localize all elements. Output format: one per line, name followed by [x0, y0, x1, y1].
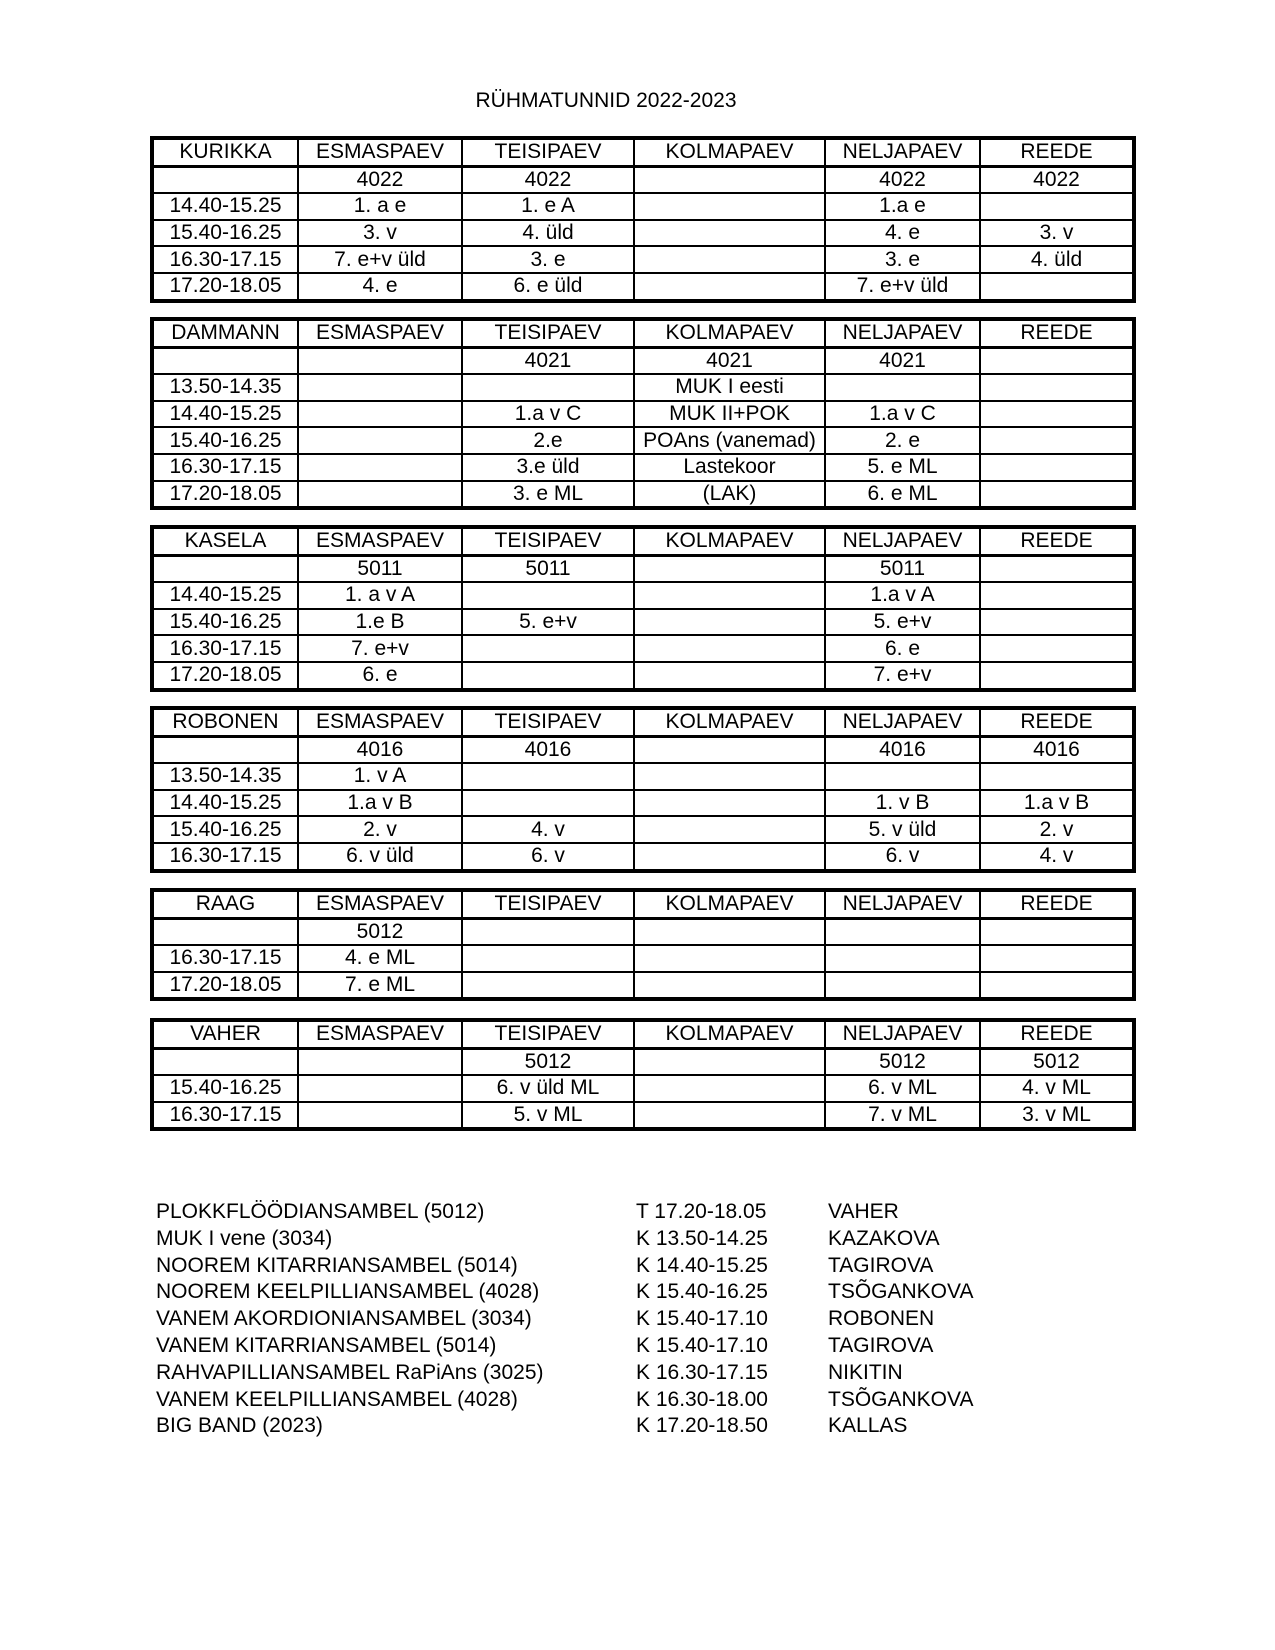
lesson-cell: 7. e+v üld: [298, 246, 462, 273]
room-cell: 5011: [298, 555, 462, 582]
room-row: [152, 555, 1134, 582]
lesson-cell: [462, 945, 634, 972]
room-cell: 5012: [980, 1048, 1134, 1075]
day-header: KOLMAPAEV: [634, 708, 825, 736]
room-cell: 5012: [825, 1048, 980, 1075]
lesson-cell: 1.a v C: [825, 401, 980, 428]
room-cell: 4022: [462, 166, 634, 193]
lesson-cell: [634, 220, 825, 247]
lesson-cell: 3. e: [825, 246, 980, 273]
time-slot: 17.20-18.05: [152, 481, 298, 509]
lesson-cell: 1.e B: [298, 609, 462, 636]
lesson-cell: 3.e üld: [462, 454, 634, 481]
lesson-cell: [298, 481, 462, 509]
lesson-cell: POAns (vanemad): [634, 427, 825, 454]
time-slot: 14.40-15.25: [152, 401, 298, 428]
table-header-row: [152, 890, 1134, 918]
lesson-cell: 1. v A: [298, 763, 462, 790]
room-cell: 4016: [980, 736, 1134, 763]
lesson-cell: [462, 635, 634, 662]
time-slot: 13.50-14.35: [152, 374, 298, 401]
lesson-cell: 1.a v C: [462, 401, 634, 428]
room-row: [152, 166, 1134, 193]
day-header: TEISIPAEV: [462, 1020, 634, 1048]
lesson-cell: 2. v: [980, 816, 1134, 843]
teacher-name: ROBONEN: [152, 708, 298, 736]
table-row: [152, 193, 1134, 220]
table-row: [152, 972, 1134, 1000]
lesson-cell: [980, 401, 1134, 428]
time-slot: 14.40-15.25: [152, 790, 298, 817]
lesson-cell: [634, 1102, 825, 1130]
lesson-cell: 1. e A: [462, 193, 634, 220]
ensemble-name: NOOREM KEELPILLIANSAMBEL (4028): [156, 1280, 540, 1304]
lesson-cell: 6. e ML: [825, 481, 980, 509]
ensemble-name: MUK I vene (3034): [156, 1226, 333, 1250]
day-header: ESMASPAEV: [298, 527, 462, 555]
lesson-cell: 4. e: [825, 220, 980, 247]
table-row: [152, 790, 1134, 817]
day-header: REEDE: [980, 319, 1134, 347]
room-cell: [980, 918, 1134, 945]
lesson-cell: 3. v: [980, 220, 1134, 247]
lesson-cell: [634, 816, 825, 843]
lesson-cell: 3. e ML: [462, 481, 634, 509]
ensemble-teacher: TSÕGANKOVA: [828, 1387, 974, 1411]
lesson-cell: 2.e: [462, 427, 634, 454]
lesson-cell: 5. v ML: [462, 1102, 634, 1130]
lesson-cell: [298, 1075, 462, 1102]
day-header: ESMASPAEV: [298, 138, 462, 166]
room-cell: 4022: [825, 166, 980, 193]
page-title: RÜHMATUNNID 2022-2023: [475, 89, 737, 112]
empty-cell: [152, 166, 298, 193]
schedule-table-kasela: [150, 525, 1136, 692]
lesson-cell: 6. e: [298, 662, 462, 690]
lesson-cell: 4. v: [980, 843, 1134, 871]
ensemble-teacher: TAGIROVA: [828, 1333, 934, 1357]
day-header: NELJAPAEV: [825, 1020, 980, 1048]
ensemble-name: PLOKKFLÖÖDIANSAMBEL (5012): [156, 1200, 485, 1223]
day-header: TEISIPAEV: [462, 527, 634, 555]
ensemble-time: K 15.40-16.25: [636, 1280, 768, 1304]
day-header: ESMASPAEV: [298, 1020, 462, 1048]
room-cell: 5012: [462, 1048, 634, 1075]
lesson-cell: [980, 374, 1134, 401]
ensemble-teacher: KAZAKOVA: [828, 1226, 940, 1250]
lesson-cell: [980, 193, 1134, 220]
lesson-cell: 1. a e: [298, 193, 462, 220]
ensemble-time: K 14.40-15.25: [636, 1253, 768, 1277]
ensemble-name: VANEM KITARRIANSAMBEL (5014): [156, 1333, 497, 1357]
lesson-cell: 7. e+v: [298, 635, 462, 662]
lesson-cell: [634, 1075, 825, 1102]
lesson-cell: [298, 427, 462, 454]
day-header: TEISIPAEV: [462, 319, 634, 347]
teacher-name: KASELA: [152, 527, 298, 555]
lesson-cell: [634, 582, 825, 609]
time-slot: 14.40-15.25: [152, 582, 298, 609]
table-row: [152, 220, 1134, 247]
day-header: KOLMAPAEV: [634, 1020, 825, 1048]
lesson-cell: 7. e+v: [825, 662, 980, 690]
ensemble-name: RAHVAPILLIANSAMBEL RaPiAns (3025): [156, 1360, 544, 1384]
day-header: TEISIPAEV: [462, 708, 634, 736]
table-row: [152, 582, 1134, 609]
time-slot: 16.30-17.15: [152, 635, 298, 662]
room-cell: 4022: [298, 166, 462, 193]
lesson-cell: [980, 945, 1134, 972]
ensemble-time: K 16.30-17.15: [636, 1360, 768, 1384]
lesson-cell: 7. v ML: [825, 1102, 980, 1130]
day-header: NELJAPAEV: [825, 708, 980, 736]
lesson-cell: 1. a v A: [298, 582, 462, 609]
day-header: REEDE: [980, 527, 1134, 555]
table-row: [152, 374, 1134, 401]
time-slot: 17.20-18.05: [152, 662, 298, 690]
room-row: [152, 347, 1134, 374]
lesson-cell: MUK II+POK: [634, 401, 825, 428]
room-cell: [634, 1048, 825, 1075]
lesson-cell: 4. v: [462, 816, 634, 843]
room-cell: 5012: [298, 918, 462, 945]
room-cell: [825, 918, 980, 945]
time-slot: 15.40-16.25: [152, 220, 298, 247]
table-row: [152, 273, 1134, 301]
room-cell: 4021: [634, 347, 825, 374]
lesson-cell: [462, 972, 634, 1000]
lesson-cell: [980, 454, 1134, 481]
ensemble-name: VANEM AKORDIONIANSAMBEL (3034): [156, 1307, 532, 1331]
ensemble-teacher: ROBONEN: [828, 1307, 935, 1331]
room-cell: 4021: [462, 347, 634, 374]
lesson-cell: Lastekoor: [634, 454, 825, 481]
table-row: [152, 427, 1134, 454]
lesson-cell: 4. v ML: [980, 1075, 1134, 1102]
lesson-cell: 6. v üld: [298, 843, 462, 871]
lesson-cell: 6. v: [462, 843, 634, 871]
lesson-cell: (LAK): [634, 481, 825, 509]
empty-cell: [152, 555, 298, 582]
lesson-cell: [298, 374, 462, 401]
lesson-cell: 3. e: [462, 246, 634, 273]
lesson-cell: 4. e ML: [298, 945, 462, 972]
lesson-cell: [980, 273, 1134, 301]
lesson-cell: [298, 454, 462, 481]
room-cell: [634, 555, 825, 582]
lesson-cell: 6. v: [825, 843, 980, 871]
time-slot: 16.30-17.15: [152, 843, 298, 871]
ensemble-name: VANEM KEELPILLIANSAMBEL (4028): [156, 1387, 518, 1411]
teacher-name: VAHER: [152, 1020, 298, 1048]
empty-cell: [152, 347, 298, 374]
empty-cell: [152, 918, 298, 945]
room-cell: 4021: [825, 347, 980, 374]
ensemble-time: K 15.40-17.10: [636, 1307, 768, 1331]
empty-cell: [152, 736, 298, 763]
day-header: ESMASPAEV: [298, 708, 462, 736]
day-header: ESMASPAEV: [298, 890, 462, 918]
table-row: [152, 843, 1134, 871]
lesson-cell: [634, 609, 825, 636]
lesson-cell: 1.a v B: [980, 790, 1134, 817]
ensemble-teacher: TAGIROVA: [828, 1253, 934, 1277]
time-slot: 15.40-16.25: [152, 816, 298, 843]
lesson-cell: 2. e: [825, 427, 980, 454]
day-header: NELJAPAEV: [825, 138, 980, 166]
lesson-cell: [825, 945, 980, 972]
lesson-cell: [980, 609, 1134, 636]
table-row: [152, 1102, 1134, 1130]
room-cell: 5011: [462, 555, 634, 582]
lesson-cell: 7. e ML: [298, 972, 462, 1000]
table-header-row: [152, 1020, 1134, 1048]
room-cell: [634, 736, 825, 763]
time-slot: 14.40-15.25: [152, 193, 298, 220]
room-cell: [634, 166, 825, 193]
ensemble-teacher: NIKITIN: [828, 1360, 903, 1384]
lesson-cell: [980, 481, 1134, 509]
time-slot: 16.30-17.15: [152, 246, 298, 273]
lesson-cell: 1. v B: [825, 790, 980, 817]
day-header: NELJAPAEV: [825, 890, 980, 918]
lesson-cell: 4. e: [298, 273, 462, 301]
day-header: NELJAPAEV: [825, 319, 980, 347]
teacher-name: KURIKKA: [152, 138, 298, 166]
lesson-cell: [634, 790, 825, 817]
ensemble-time: T 17.20-18.05: [636, 1200, 767, 1223]
schedule-table-kurikka: [150, 136, 1136, 303]
day-header: REEDE: [980, 890, 1134, 918]
lesson-cell: [462, 790, 634, 817]
lesson-cell: 5. v üld: [825, 816, 980, 843]
table-row: [152, 945, 1134, 972]
room-cell: [298, 347, 462, 374]
teacher-name: DAMMANN: [152, 319, 298, 347]
ensemble-name: BIG BAND (2023): [156, 1414, 323, 1438]
room-cell: [462, 918, 634, 945]
table-row: [152, 481, 1134, 509]
table-row: [152, 454, 1134, 481]
day-header: KOLMAPAEV: [634, 527, 825, 555]
lesson-cell: 3. v ML: [980, 1102, 1134, 1130]
room-cell: 4022: [980, 166, 1134, 193]
lesson-cell: 1.a v B: [298, 790, 462, 817]
lesson-cell: MUK I eesti: [634, 374, 825, 401]
teacher-name: RAAG: [152, 890, 298, 918]
lesson-cell: [462, 662, 634, 690]
table-row: [152, 246, 1134, 273]
time-slot: 15.40-16.25: [152, 427, 298, 454]
lesson-cell: [825, 763, 980, 790]
schedule-table-raag: [150, 888, 1136, 1001]
schedule-table-dammann: [150, 317, 1136, 510]
table-header-row: [152, 319, 1134, 347]
lesson-cell: [980, 972, 1134, 1000]
day-header: REEDE: [980, 138, 1134, 166]
time-slot: 17.20-18.05: [152, 273, 298, 301]
lesson-cell: [634, 763, 825, 790]
day-header: ESMASPAEV: [298, 319, 462, 347]
room-cell: [980, 347, 1134, 374]
lesson-cell: [634, 843, 825, 871]
room-cell: 4016: [298, 736, 462, 763]
time-slot: 17.20-18.05: [152, 972, 298, 1000]
lesson-cell: [980, 763, 1134, 790]
lesson-cell: 5. e+v: [825, 609, 980, 636]
day-header: KOLMAPAEV: [634, 138, 825, 166]
table-header-row: [152, 527, 1134, 555]
time-slot: 13.50-14.35: [152, 763, 298, 790]
table-row: [152, 816, 1134, 843]
time-slot: 15.40-16.25: [152, 1075, 298, 1102]
room-cell: [634, 918, 825, 945]
lesson-cell: 5. e ML: [825, 454, 980, 481]
day-header: REEDE: [980, 708, 1134, 736]
room-row: [152, 736, 1134, 763]
lesson-cell: [634, 635, 825, 662]
table-row: [152, 635, 1134, 662]
table-header-row: [152, 708, 1134, 736]
lesson-cell: [980, 662, 1134, 690]
ensemble-teacher: KALLAS: [828, 1414, 908, 1438]
lesson-cell: 4. üld: [980, 246, 1134, 273]
ensemble-time: K 15.40-17.10: [636, 1333, 768, 1357]
empty-cell: [152, 1048, 298, 1075]
time-slot: 16.30-17.15: [152, 1102, 298, 1130]
ensemble-name: NOOREM KITARRIANSAMBEL (5014): [156, 1253, 518, 1277]
room-cell: [980, 555, 1134, 582]
lesson-cell: [634, 246, 825, 273]
schedule-table-robonen: [150, 706, 1136, 873]
lesson-cell: [634, 662, 825, 690]
lesson-cell: 6. v üld ML: [462, 1075, 634, 1102]
lesson-cell: [462, 582, 634, 609]
lesson-cell: [634, 972, 825, 1000]
lesson-cell: [980, 635, 1134, 662]
day-header: KOLMAPAEV: [634, 890, 825, 918]
lesson-cell: [462, 374, 634, 401]
lesson-cell: [825, 374, 980, 401]
lesson-cell: [634, 193, 825, 220]
lesson-cell: [298, 1102, 462, 1130]
day-header: TEISIPAEV: [462, 138, 634, 166]
lesson-cell: [980, 582, 1134, 609]
lesson-cell: 1.a v A: [825, 582, 980, 609]
lesson-cell: 5. e+v: [462, 609, 634, 636]
lesson-cell: 1.a e: [825, 193, 980, 220]
day-header: REEDE: [980, 1020, 1134, 1048]
table-row: [152, 401, 1134, 428]
lesson-cell: [634, 273, 825, 301]
room-row: [152, 918, 1134, 945]
lesson-cell: 2. v: [298, 816, 462, 843]
lesson-cell: 6. e: [825, 635, 980, 662]
room-cell: 4016: [462, 736, 634, 763]
table-row: [152, 763, 1134, 790]
lesson-cell: 6. e üld: [462, 273, 634, 301]
lesson-cell: 4. üld: [462, 220, 634, 247]
ensemble-time: K 16.30-18.00: [636, 1387, 768, 1411]
time-slot: 16.30-17.15: [152, 945, 298, 972]
ensemble-time: K 17.20-18.50: [636, 1414, 768, 1438]
lesson-cell: [634, 945, 825, 972]
lesson-cell: [462, 763, 634, 790]
lesson-cell: 7. e+v üld: [825, 273, 980, 301]
table-row: [152, 662, 1134, 690]
table-row: [152, 609, 1134, 636]
table-row: [152, 1075, 1134, 1102]
day-header: NELJAPAEV: [825, 527, 980, 555]
room-cell: 5011: [825, 555, 980, 582]
table-header-row: [152, 138, 1134, 166]
room-cell: 4016: [825, 736, 980, 763]
schedule-table-vaher: [150, 1018, 1136, 1131]
lesson-cell: 3. v: [298, 220, 462, 247]
lesson-cell: 6. v ML: [825, 1075, 980, 1102]
ensemble-time: K 13.50-14.25: [636, 1226, 768, 1250]
day-header: KOLMAPAEV: [634, 319, 825, 347]
time-slot: 16.30-17.15: [152, 454, 298, 481]
day-header: TEISIPAEV: [462, 890, 634, 918]
ensemble-teacher: TSÕGANKOVA: [828, 1280, 974, 1304]
lesson-cell: [825, 972, 980, 1000]
lesson-cell: [298, 401, 462, 428]
ensemble-teacher: VAHER: [828, 1200, 899, 1223]
lesson-cell: [980, 427, 1134, 454]
time-slot: 15.40-16.25: [152, 609, 298, 636]
room-cell: [298, 1048, 462, 1075]
room-row: [152, 1048, 1134, 1075]
